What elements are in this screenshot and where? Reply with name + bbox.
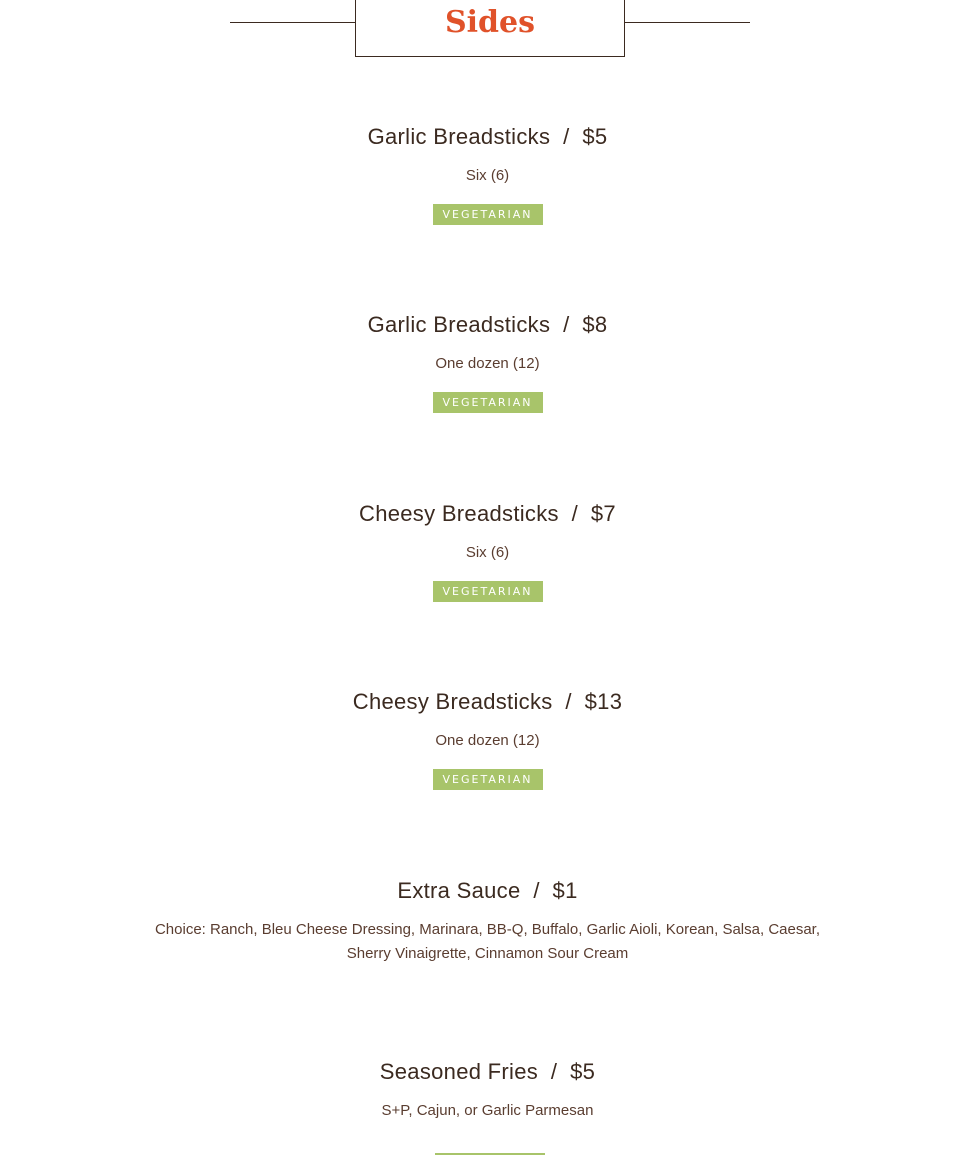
item-title: Cheesy Breadsticks / $7 — [359, 501, 616, 526]
section-title: Sides — [444, 5, 535, 40]
header-divider-right — [625, 22, 750, 23]
vegetarian-tag: VEGETARIAN — [433, 581, 543, 602]
item-description: Choice: Ranch, Bleu Cheese Dressing, Marinara, BB-Q, Buffalo, Garlic Aioli, Korean, Salsa, Caesar, Sherry Vinaigrette, Cinnamon Sour Cream — [154, 921, 821, 962]
vegetarian-tag: VEGETARIAN — [433, 392, 543, 413]
item-description: S+P, Cajun, or Garlic Parmesan — [381, 1102, 594, 1119]
item-description: Six (6) — [465, 544, 510, 561]
item-description: Six (6) — [465, 167, 510, 184]
menu-item-garlic-breadsticks-six — [0, 123, 975, 225]
item-title: Cheesy Breadsticks / $13 — [352, 689, 623, 714]
menu-item-cheesy-breadsticks-six — [0, 500, 975, 602]
vegetarian-tag: VEGETARIAN — [433, 204, 543, 225]
item-description: One dozen (12) — [435, 732, 540, 749]
section-title-box — [355, 0, 625, 57]
menu-item-extra-sauce — [0, 877, 975, 966]
item-description: One dozen (12) — [435, 355, 540, 372]
menu-item-seasoned-fries — [0, 1058, 975, 1123]
header-divider-left — [230, 22, 355, 23]
menu-item-garlic-breadsticks-dozen — [0, 311, 975, 413]
item-title: Seasoned Fries / $5 — [379, 1059, 596, 1084]
section-header — [0, 0, 975, 58]
item-title: Garlic Breadsticks / $5 — [367, 124, 608, 149]
menu-item-cheesy-breadsticks-dozen — [0, 688, 975, 790]
vegetarian-tag: VEGETARIAN — [433, 769, 543, 790]
item-title: Garlic Breadsticks / $8 — [367, 312, 608, 337]
item-title: Extra Sauce / $1 — [397, 878, 578, 903]
